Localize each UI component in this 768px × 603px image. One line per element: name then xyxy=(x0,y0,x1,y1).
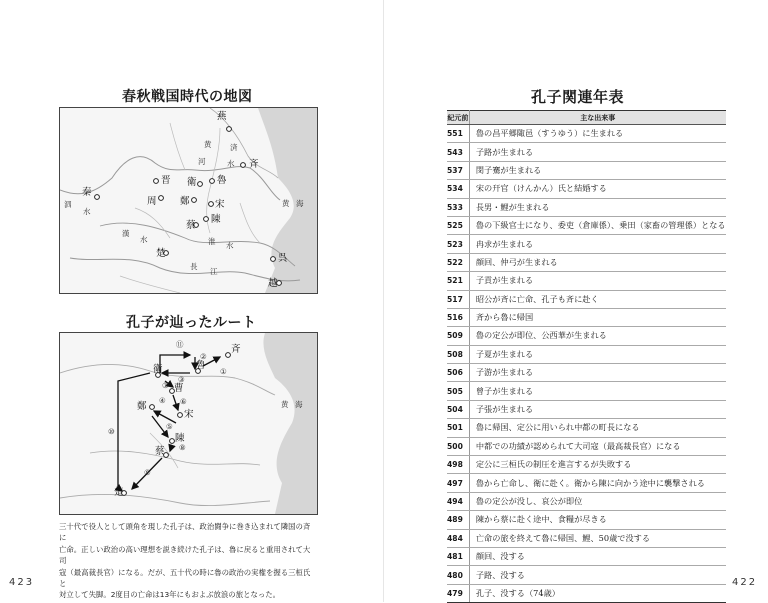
year-cell: 500 xyxy=(447,437,469,455)
table-row xyxy=(447,308,726,326)
route-step-11: ⑪ xyxy=(176,340,184,349)
year-cell: 489 xyxy=(447,511,469,529)
river-label-huai: 淮 xyxy=(208,237,216,246)
table-row xyxy=(447,474,726,492)
chronology-header-row xyxy=(447,111,726,125)
route-step-9: ⑨ xyxy=(144,468,151,477)
table-row xyxy=(447,216,726,234)
year-cell: 523 xyxy=(447,235,469,253)
year-cell: 484 xyxy=(447,529,469,547)
table-row xyxy=(447,143,726,161)
event-cell: 魯の定公が没し、哀公が即位 xyxy=(469,492,725,510)
table-row xyxy=(447,529,726,547)
year-cell: 480 xyxy=(447,566,469,584)
river-label-ji: 済 xyxy=(230,143,238,152)
river-label-si: 泗 xyxy=(64,200,72,209)
caption-line: 亡命。正しい政治の高い理想を説き続けた孔子は、魯に戻ると重用されて大司 xyxy=(59,544,311,566)
year-cell: 494 xyxy=(447,492,469,510)
event-cell: 子夏が生まれる xyxy=(469,345,725,363)
state-label-yan: 燕 xyxy=(217,111,227,122)
caption-line: 寇（最高裁長官）になる。だが、五十代の時に魯の政治の実権を握る三桓氏と xyxy=(59,567,311,589)
route-step-4: ④ xyxy=(159,396,166,405)
page-number-left: 423 xyxy=(9,577,35,588)
caption-line: 三十代で役人として頭角を現した孔子は、政治闘争に巻き込まれて隣国の斉に xyxy=(59,522,311,543)
route-place-cao: 曹 xyxy=(174,383,184,394)
river-label-han: 漢 xyxy=(122,229,130,238)
state-label-wei: 衛 xyxy=(187,177,197,188)
table-row xyxy=(447,161,726,179)
route-place-zheng: 鄭 xyxy=(137,401,147,412)
table-row xyxy=(447,382,726,400)
route-step-3: ③ xyxy=(178,375,185,384)
sea-label-huang: 黄 xyxy=(282,199,290,208)
table-row xyxy=(447,272,726,290)
year-cell: 497 xyxy=(447,474,469,492)
chronology-table xyxy=(447,110,726,603)
year-cell: 504 xyxy=(447,400,469,418)
caption-line: 対立して失脚。2度目の亡命は13年にもおよぶ放浪の旅となった。 xyxy=(59,590,281,600)
route-step-6: ⑥ xyxy=(180,397,187,406)
route-place-wei: 衛 xyxy=(153,364,163,375)
left-page xyxy=(0,0,384,602)
table-row xyxy=(447,492,726,510)
river-label-huai-sui: 水 xyxy=(226,241,234,250)
state-label-chu: 楚 xyxy=(156,248,166,259)
year-cell: 522 xyxy=(447,253,469,271)
state-label-zheng: 鄭 xyxy=(180,196,190,207)
map1-title: 春秋戦国時代の地図 xyxy=(122,89,253,105)
event-cell: 長男・鯉が生まれる xyxy=(469,198,725,216)
table-row xyxy=(447,511,726,529)
event-cell: 亡命の旅を終えて魯に帰国、鯉、50歳で没する xyxy=(469,529,725,547)
route-place-qi: 斉 xyxy=(231,344,241,355)
table-row xyxy=(447,235,726,253)
event-cell: 曾子が生まれる xyxy=(469,382,725,400)
state-label-qin: 秦 xyxy=(82,187,92,198)
route-step-2: ② xyxy=(200,352,207,361)
event-cell: 顔回、没する xyxy=(469,547,725,565)
table-row xyxy=(447,400,726,418)
river-label-chang: 長 xyxy=(190,262,198,271)
route-step-1: ① xyxy=(220,367,227,376)
warring-states-map xyxy=(59,107,318,294)
confucius-route-drawing xyxy=(60,333,317,514)
table-row xyxy=(447,327,726,345)
year-cell: 521 xyxy=(447,272,469,290)
page-number-right: 422 xyxy=(732,577,758,588)
chronology-body xyxy=(447,125,726,603)
route-sea-label-huang: 黄 xyxy=(281,400,289,409)
route-sea-label-hai: 海 xyxy=(295,400,303,409)
event-cell: 孔子、没する（74歳） xyxy=(469,584,725,602)
year-cell: 508 xyxy=(447,345,469,363)
table-row xyxy=(447,345,726,363)
year-cell: 506 xyxy=(447,364,469,382)
table-row xyxy=(447,364,726,382)
year-cell: 525 xyxy=(447,216,469,234)
route-step-10: ⑩ xyxy=(108,427,115,436)
table-row xyxy=(447,547,726,565)
event-cell: 魯の下級官士になり、委吏（倉庫係）、乗田（家畜の管理係）となる xyxy=(469,216,725,234)
event-cell: 顔回、仲弓が生まれる xyxy=(469,253,725,271)
sea-label-hai: 海 xyxy=(296,199,304,208)
year-cell: 479 xyxy=(447,584,469,602)
river-label-he: 河 xyxy=(198,157,206,166)
year-column-header: 紀元前 xyxy=(447,111,469,125)
event-cell: 子貢が生まれる xyxy=(469,272,725,290)
event-cell: 魯の昌平郷陬邑（すうゆう）に生まれる xyxy=(469,125,725,143)
state-label-zhou: 周 xyxy=(147,196,157,207)
river-label-han-sui: 水 xyxy=(140,235,148,244)
year-cell: 501 xyxy=(447,419,469,437)
route-place-lu: 魯 xyxy=(196,360,206,371)
state-label-song: 宋 xyxy=(215,199,225,210)
state-label-yue: 越 xyxy=(268,278,278,289)
river-label-ji-sui: 水 xyxy=(227,159,235,168)
route-place-chen: 陳 xyxy=(175,433,185,444)
table-row xyxy=(447,125,726,143)
table-row xyxy=(447,198,726,216)
state-label-wu: 呉 xyxy=(278,253,288,264)
event-cell: 定公に三桓氏の制圧を進言するが失敗する xyxy=(469,456,725,474)
table-row xyxy=(447,584,726,602)
state-label-cai: 蔡 xyxy=(186,220,196,231)
year-cell: 481 xyxy=(447,547,469,565)
table-row xyxy=(447,566,726,584)
year-cell: 551 xyxy=(447,125,469,143)
map2-title: 孔子が辿ったルート xyxy=(126,315,257,331)
state-label-chen: 陳 xyxy=(211,214,221,225)
year-cell: 543 xyxy=(447,143,469,161)
event-cell: 宋の幵官（けんかん）氏と結婚する xyxy=(469,180,725,198)
year-cell: 537 xyxy=(447,161,469,179)
table-row xyxy=(447,456,726,474)
chronology-title: 孔子関連年表 xyxy=(531,88,625,106)
route-place-cai: 蔡 xyxy=(155,446,165,457)
event-cell: 子路が生まれる xyxy=(469,143,725,161)
table-row xyxy=(447,180,726,198)
confucius-route-map xyxy=(59,332,318,515)
state-label-qi: 斉 xyxy=(249,159,259,170)
event-cell: 魯に帰国、定公に用いられ中都の町長になる xyxy=(469,419,725,437)
route-step-8: ⑧ xyxy=(179,443,186,452)
event-cell: 昭公が斉に亡命、孔子も斉に赴く xyxy=(469,290,725,308)
event-cell: 魯の定公が即位、公西華が生まれる xyxy=(469,327,725,345)
river-label-huang: 黄 xyxy=(204,140,212,149)
table-row xyxy=(447,437,726,455)
route-step-7: ⑦ xyxy=(162,381,169,390)
table-row xyxy=(447,253,726,271)
event-cell: 斉から魯に帰国 xyxy=(469,308,725,326)
year-cell: 516 xyxy=(447,308,469,326)
route-place-chu: 楚 xyxy=(114,487,124,498)
event-cell: 魯から亡命し、衛に赴く。衛から陳に向かう途中に襲撃される xyxy=(469,474,725,492)
event-cell: 陳から蔡に赴く途中、食糧が尽きる xyxy=(469,511,725,529)
year-cell: 534 xyxy=(447,180,469,198)
year-cell: 533 xyxy=(447,198,469,216)
event-cell: 子游が生まれる xyxy=(469,364,725,382)
event-cell: 閔子騫が生まれる xyxy=(469,161,725,179)
year-cell: 498 xyxy=(447,456,469,474)
event-cell: 冉求が生まれる xyxy=(469,235,725,253)
event-column-header: 主な出来事 xyxy=(469,111,725,125)
table-row xyxy=(447,290,726,308)
table-row xyxy=(447,419,726,437)
event-cell: 子張が生まれる xyxy=(469,400,725,418)
year-cell: 517 xyxy=(447,290,469,308)
route-step-5: ⑤ xyxy=(166,422,173,431)
river-label-jiang: 江 xyxy=(210,267,218,276)
event-cell: 中都での功績が認められて大司寇（最高裁長官）になる xyxy=(469,437,725,455)
year-cell: 509 xyxy=(447,327,469,345)
map-caption xyxy=(59,521,314,601)
event-cell: 子路、没する xyxy=(469,566,725,584)
state-label-jin: 晋 xyxy=(161,175,171,186)
route-place-song: 宋 xyxy=(184,409,194,420)
state-label-lu: 魯 xyxy=(217,175,227,186)
year-cell: 505 xyxy=(447,382,469,400)
river-label-si-sui: 水 xyxy=(83,207,91,216)
